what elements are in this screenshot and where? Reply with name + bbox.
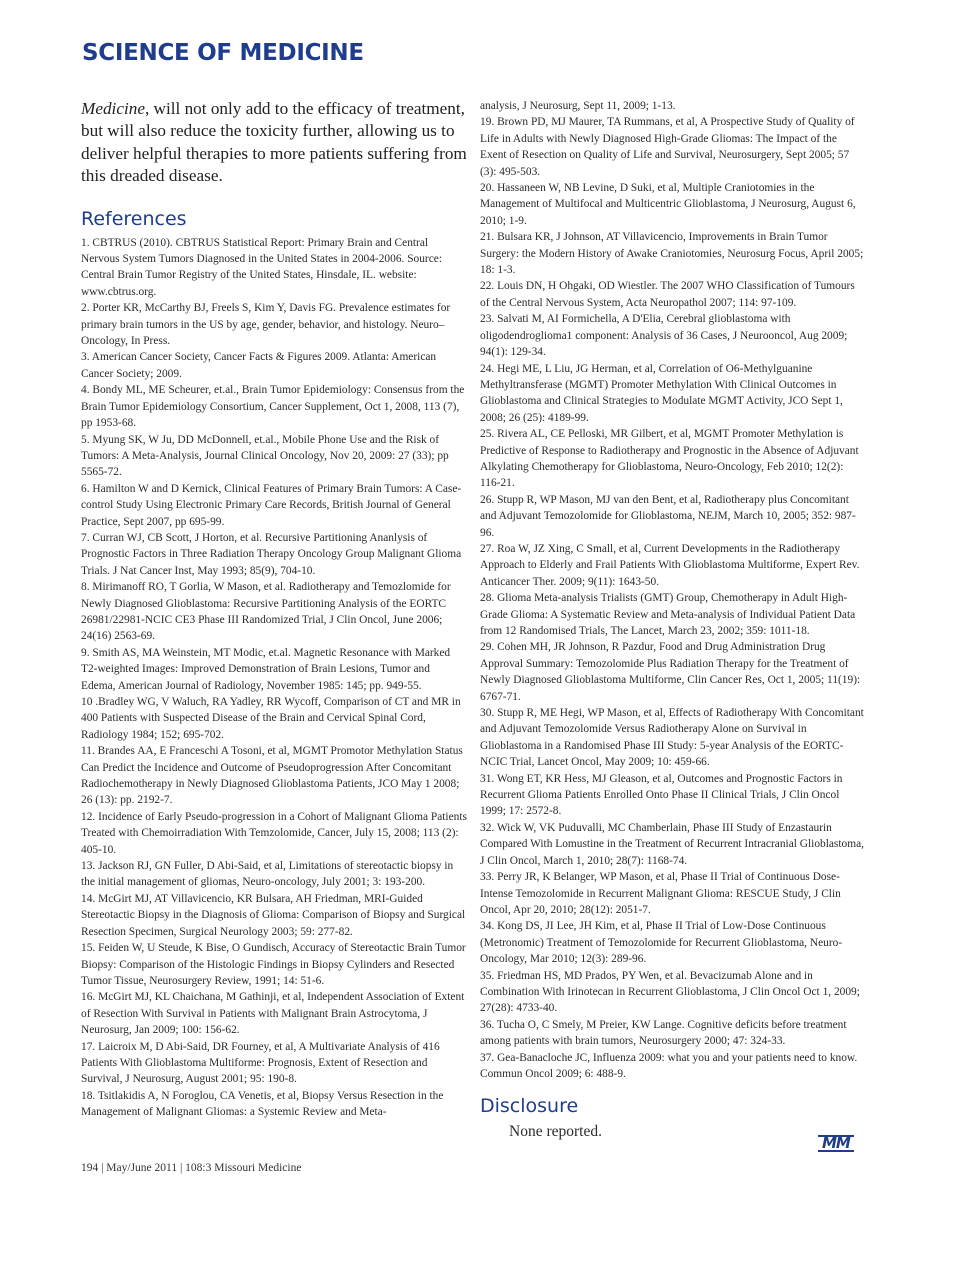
- reference-item: 35. Friedman HS, MD Prados, PY Wen, et al. Bevacizumab Alone and in Combination With Irinotecan in Recurrent Glioblastoma, J Clin Oncol Oct 1, 2009; 27(28): 4733-40.: [480, 969, 860, 1015]
- reference-item: 23. Salvati M, AI Formichella, A D'Elia, Cerebral glioblastoma with oligodendroglioma1 component: Analysis of 36 Cases, J Neurooncol, Aug 2009; 94(1): 129-34.: [480, 313, 848, 359]
- intro-italic: Medicine: [81, 99, 145, 118]
- reference-item: 12. Incidence of Early Pseudo-progression in a Cohort of Malignant Glioma Patients Treated with Chemoirradiation With Temzolomide, Cancer, July 15, 2008; 113 (2): 405-10.: [81, 810, 467, 856]
- right-column: [480, 98, 866, 1142]
- intro-text: , will not only add to the efficacy of treatment, but will also reduce the toxicity further, allowing us to deliver helpful therapies to more patients suffering from this dreaded disease.: [81, 99, 467, 186]
- reference-item: 30. Stupp R, ME Hegi, WP Mason, et al, Effects of Radiotherapy With Concomitant and Adjuvant Temozolomide Versus Radiotherapy Alone on Survival in Glioblastoma in a Randomised Phase III Study: 5-year Analysis of the EORTC-NCIC Trial, Lancet Oncol, May 2009; 10: 459-66.: [480, 707, 864, 769]
- reference-item: 34. Kong DS, JI Lee, JH Kim, et al, Phase II Trial of Low-Dose Continuous (Metronomic) Treatment of Temozolomide for Recurrent Glioblastoma, Neuro-Oncology, Mar 2010; 12(3): 289-96.: [480, 920, 843, 966]
- reference-item: 15. Feiden W, U Steude, K Bise, O Gundisch, Accuracy of Stereotactic Brain Tumor Biopsy: Comparison of the Histologic Findings in Biopsy Cylinders and Resected Tumor Tissue, Neurosurgery Review, 1991; 14: 51-6.: [81, 942, 466, 987]
- reference-item: 31. Wong ET, KR Hess, MJ Gleason, et al, Outcomes and Prognostic Factors in Recurrent Glioma Patients Enrolled Onto Phase II Clinical Trials, J Clin Oncol 1999; 17: 2572-8.: [480, 772, 843, 818]
- reference-item: 33. Perry JR, K Belanger, WP Mason, et al, Phase II Trial of Continuous Dose-Intense Temozolomide in Recurrent Malignant Glioma: RESCUE Study, J Clin Oncol, Apr 20, 2010; 28(12): 2051-7.: [480, 871, 841, 916]
- reference-item: analysis, J Neurosurg, Sept 11, 2009; 1-13.: [480, 100, 676, 112]
- page-footer: 194 | May/June 2011 | 108:3 Missouri Medicine: [81, 1162, 302, 1174]
- reference-item: 13. Jackson RJ, GN Fuller, D Abi-Said, et al, Limitations of stereotactic biopsy in the initial management of gliomas, Neuro-oncology, July 2001; 3: 193-200.: [81, 860, 454, 889]
- section-title: SCIENCE OF MEDICINE: [82, 40, 364, 66]
- reference-item: 1. CBTRUS (2010). CBTRUS Statistical Report: Primary Brain and Central Nervous System Tumors Diagnosed in the United States in 2004-2006. Source: Central Brain Tumor Registry of the United States, Hinsdale, IL. website: www.cbtrus.org.: [81, 236, 443, 298]
- disclosure-text: None reported.: [509, 1123, 602, 1141]
- reference-item: 25. Rivera AL, CE Pelloski, MR Gilbert, et al, MGMT Promoter Methylation is Predictive of Response to Radiotherapy and Prognostic in the Absence of Adjuvant Alkylating Chemotherapy for Glioblastoma, Neuro-Oncology, Feb 2010; 12(2): 116-21.: [480, 428, 859, 490]
- reference-item: 5. Myung SK, W Ju, DD McDonnell, et.al., Mobile Phone Use and the Risk of Tumors: A Meta-Analysis, Journal Clinical Oncology, Nov 20, 2009: 27 (33); pp 5565-72.: [81, 433, 449, 479]
- reference-item: 24. Hegi ME, L Liu, JG Herman, et al, Correlation of O6-Methylguanine Methyltransferase (MGMT) Promoter Methylation With Clinical Outcomes in Glioblastoma and Clinical Strategies to Modulate MGMT Activity, JCO Sept 1, 2008; 26 (25): 4189-99.: [480, 362, 843, 424]
- reference-item: 3. American Cancer Society, Cancer Facts & Figures 2009. Atlanta: American Cancer Society; 2009.: [81, 351, 437, 380]
- disclosure-heading: Disclosure: [480, 1095, 579, 1118]
- reference-item: 36. Tucha O, C Smely, M Preier, KW Lange. Cognitive deficits before treatment among patients with brain tumors, Neurosurgery 2000; 47: 324-33.: [480, 1018, 847, 1048]
- reference-item: 28. Glioma Meta-analysis Trialists (GMT) Group, Chemotherapy in Adult High-Grade Glioma: A Systematic Review and Meta-analysis of Individual Patient Data from 12 Randomised Trials, The Lancet, March 23, 2002; 359: 1011-18.: [480, 592, 856, 637]
- missouri-medicine-logo: MM: [818, 1135, 854, 1152]
- references-list-left: [81, 235, 467, 1121]
- reference-item: 37. Gea-Banacloche JC, Influenza 2009: what you and your patients need to know. Commun Oncol 2009; 6: 488-9.: [480, 1051, 858, 1080]
- reference-item: 6. Hamilton W and D Kernick, Clinical Features of Primary Brain Tumors: A Case-control Study Using Electronic Primary Care Records, British Journal of General Practice, Sept 2007, pp 695-99.: [81, 482, 462, 528]
- reference-item: 21. Bulsara KR, J Johnson, AT Villavicencio, Improvements in Brain Tumor Surgery: the Modern History of Awake Craniotomies, Neurosurg Focus, April 2005; 18: 1-3.: [480, 231, 864, 277]
- reference-item: 14. McGirt MJ, AT Villavicencio, KR Bulsara, AH Friedman, MRI-Guided Stereotactic Biopsy in the Diagnosis of Glioma: Comparison of Biopsy and Surgical Resection Specimen, Surgical Neurology 2003; 59: 277-82.: [81, 892, 466, 938]
- reference-item: 20. Hassaneen W, NB Levine, D Suki, et al, Multiple Craniotomies in the Management of Multifocal and Multicentric Glioblastoma, J Neurosurg, August 6, 2010; 1-9.: [480, 182, 856, 227]
- reference-item: 17. Laicroix M, D Abi-Said, DR Fourney, et al, A Multivariate Analysis of 416 Patients With Glioblastoma Multiforme: Prognosis, Extent of Resection and Survival, J Neurosurg, August 2001; 95: 190-8.: [81, 1040, 440, 1086]
- reference-item: 9. Smith AS, MA Weinstein, MT Modic, et.al. Magnetic Resonance with Marked T2-weighted Images: Improved Demonstration of Brain Lesions, Tumor and Edema, American Journal of Radiology, November 1985: 145; pp. 949-55.: [81, 646, 451, 692]
- reference-item: 8. Mirimanoff RO, T Gorlia, W Mason, et al. Radiotherapy and Temozlomide for Newly Diagnosed Glioblastoma: Recursive Partitioning Analysis of the EORTC 26981/22981-NCIC CE3 Phase III Randomized Trial, J Clin Oncol, June 2006; 24(16) 2563-69.: [81, 581, 451, 643]
- reference-item: 18. Tsitlakidis A, N Foroglou, CA Venetis, et al, Biopsy Versus Resection in the Management of Malignant Gliomas: a Systemic Review and Meta-: [81, 1089, 444, 1119]
- reference-item: 19. Brown PD, MJ Maurer, TA Rummans, et al, A Prospective Study of Quality of Life in Adults with Newly Diagnosed High-Grade Gliomas: The Impact of the Exent of Resection on Quality of Life and Survival, Neurosurgery, Sept 2005; 57 (3): 495-503.: [480, 116, 855, 178]
- left-column: [81, 98, 467, 1121]
- reference-item: 7. Curran WJ, CB Scott, J Horton, et al. Recursive Partitioning Ananlysis of Prognostic Factors in Three Radiation Therapy Oncology Group Malignant Glioma Trials. J Nat Cancer Inst, May 1993; 85(9), 704-10.: [81, 531, 462, 577]
- references-heading: References: [81, 207, 187, 230]
- reference-item: 22. Louis DN, H Ohgaki, OD Wiestler. The 2007 WHO Classification of Tumours of the Central Nervous System, Acta Neuropathol 2007; 114: 97-109.: [480, 280, 855, 309]
- reference-item: 11. Brandes AA, E Franceschi A Tosoni, et al, MGMT Promotor Methylation Status Can Predict the Incidence and Outcome of Pseudoprogression After Concomitant Radiochemotherapy in Newly Diagnosed Glioblastoma Patients, JCO May 1 2008; 26 (13): pp. 2192-7.: [81, 745, 463, 807]
- reference-item: 32. Wick W, VK Puduvalli, MC Chamberlain, Phase III Study of Enzastaurin Compared With Lomustine in the Treatment of Recurrent Intracranial Glioblastoma, J Clin Oncol, March 1, 2010; 28(7): 1168-74.: [480, 821, 864, 867]
- reference-item: 4. Bondy ML, ME Scheurer, et.al., Brain Tumor Epidemiology: Consensus from the Brain Tumor Epidemiology Consortium, Cancer Supplement, Oct 1, 2008, 113 (7), pp 1953-68.: [81, 384, 465, 430]
- reference-item: 16. McGirt MJ, KL Chaichana, M Gathinji, et al, Independent Association of Extent of Resection With Survival in Patients with Malignant Brain Astrocytoma, J Neurosurg, Jan 2009; 100: 156-62.: [81, 991, 465, 1037]
- reference-item: 29. Cohen MH, JR Johnson, R Pazdur, Food and Drug Administration Drug Approval Summary: Temozolomide Plus Radiation Therapy for the Treatment of Newly Diagnosed Glioblastoma Multiforme, Clin Cancer Res, Oct 1, 2005; 11(19): 6767-71.: [480, 641, 861, 703]
- reference-item: 10 .Bradley WG, V Waluch, RA Yadley, RR Wycoff, Comparison of CT and MR in 400 Patients with Suspected Disease of the Brain and Cervical Spinal Cord, Radiology 1984; 152; 695-702.: [81, 696, 461, 741]
- reference-item: 26. Stupp R, WP Mason, MJ van den Bent, et al, Radiotherapy plus Concomitant and Adjuvant Temozolomide for Glioblastoma, NEJM, March 10, 2005; 352: 987-96.: [480, 493, 856, 539]
- reference-item: 2. Porter KR, McCarthy BJ, Freels S, Kim Y, Davis FG. Prevalence estimates for primary brain tumors in the US by age, gender, behavior, and histology. Neuro–Oncology, In Press.: [81, 302, 451, 348]
- references-list-right: [480, 98, 866, 1082]
- reference-item: 27. Roa W, JZ Xing, C Small, et al, Current Developments in the Radiotherapy Approach to Elderly and Frail Patients With Glioblastoma Multiforme, Expert Rev. Anticancer Ther. 2009; 9(11): 1643-50.: [480, 542, 860, 588]
- intro-paragraph: [81, 98, 467, 188]
